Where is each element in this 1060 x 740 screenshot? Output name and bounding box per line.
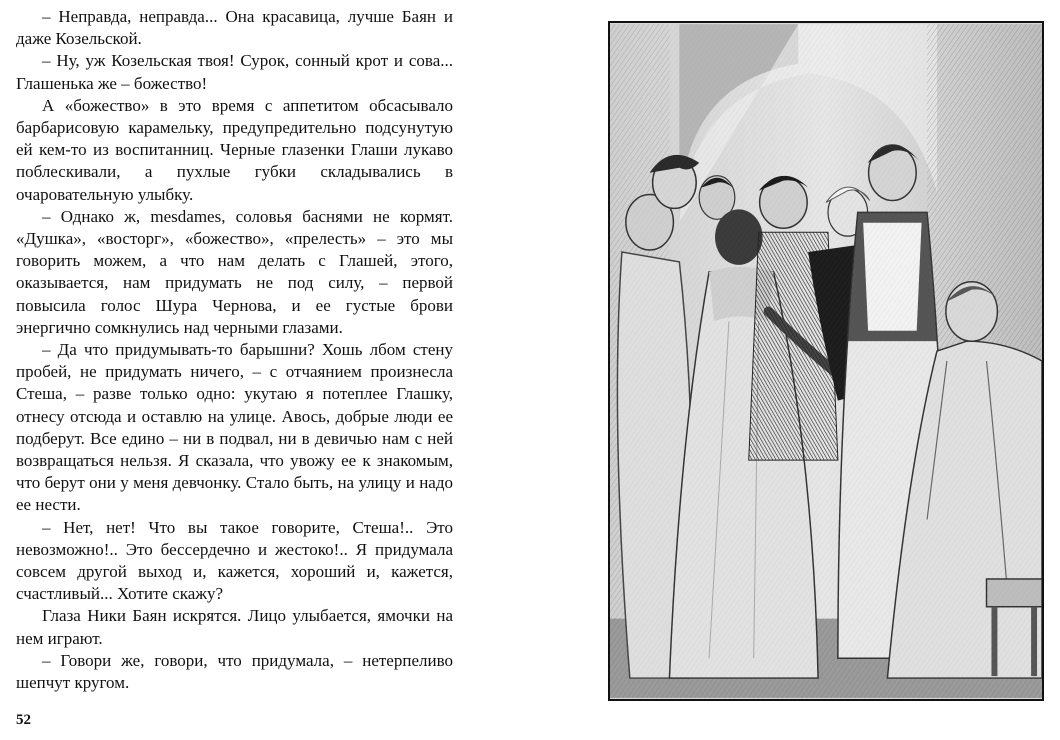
- text-column: [16, 6, 453, 694]
- paragraph: Глаза Ники Баян искрятся. Лицо улыбается, ямочки на нем играют.: [16, 606, 453, 648]
- paragraph: – Да что придумывать-то барышни? Хошь лбом стену пробей, не придумать ничего, – с отчаянием произнесла Стеша, – разве только одно: укутаю я потеплее Глашку, отнесу отсюда и оставлю на улице. Авось, добрые люди ее подберут. Все едино – ни в подвал, ни в девичью нам с ней возвращаться нельзя. Я сказала, что увожу ее к знакомым, что берут они у меня девчонку. Стало быть, на улицу и надо ее нести.: [16, 340, 453, 515]
- paragraph: – Неправда, неправда... Она красавица, лучше Баян и даже Козельской.: [16, 7, 453, 49]
- illustration-svg: [610, 23, 1042, 699]
- paragraph: – Говори же, говори, что придумала, – нетерпеливо шепчут кругом.: [16, 650, 453, 693]
- engraving-illustration-icon: [608, 21, 1044, 701]
- paragraph: – Нет, нет! Что вы такое говорите, Стеша!.. Это невозможно!.. Это бессердечно и жестоко!.. Я придумала совсем другой выход и, кажется, хороший и, кажется, счастливый... Хотите скажу?: [16, 517, 453, 604]
- paragraph: А «божество» в это время с аппетитом обсасывало барбарисовую карамельку, предупредительно подсунутую ей кем-то из воспитанниц. Черные глазенки Глаши лукаво поблескивали, а пухлые губки складывались в очаровательную улыбку.: [16, 95, 453, 204]
- paragraph: – Ну, уж Козельская твоя! Сурок, сонный крот и сова... Глашенька же – божество!: [16, 51, 453, 93]
- page-number: 52: [16, 712, 31, 728]
- paragraph: – Однако ж, mesdames, соловья баснями не кормят. «Душка», «восторг», «божество», «прелесть» – это мы говорить можем, а что нам делать с Глашей, этого, оказывается, нам придумать не под силу, – первой повысила голос Шура Чернова, и ее густые брови энергично сомкнулись над черными глазами.: [16, 206, 453, 337]
